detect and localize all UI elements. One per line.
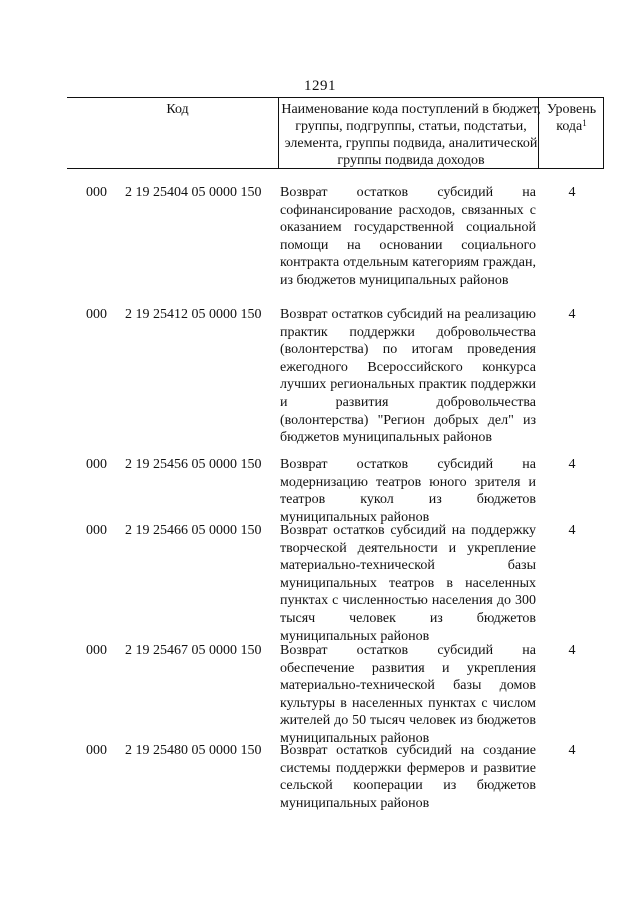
row-code: 2 19 25467 05 0000 150 [125, 643, 262, 658]
row-level: 4 [568, 643, 576, 658]
row-prefix: 000 [86, 185, 107, 200]
row-level: 4 [568, 307, 576, 322]
row-name: Возврат остатков субсидий на модернизацию театров юного зрителя и театров кукол из бюджетов муниципальных районов [280, 457, 536, 525]
row-code: 2 19 25466 05 0000 150 [125, 523, 262, 538]
row-code: 2 19 25412 05 0000 150 [125, 307, 262, 322]
row-prefix: 000 [86, 457, 107, 472]
page-number: 1291 [304, 78, 336, 94]
row-prefix: 000 [86, 643, 107, 658]
row-name: Возврат остатков субсидий на поддержку творческой деятельности и укрепление материально-технической базы муниципальных театров в населенных пунктах с численностью населения до 300 тысяч человек из бюджетов муниципальных районов [280, 523, 536, 644]
header-level-footnote: 1 [582, 118, 587, 128]
header-level-cell [538, 98, 604, 168]
row-level: 4 [568, 743, 576, 758]
row-prefix: 000 [86, 743, 107, 758]
row-prefix: 000 [86, 307, 107, 322]
row-code: 2 19 25456 05 0000 150 [125, 457, 262, 472]
header-name: Наименование кода поступлений в бюджет, группы, подгруппы, статьи, подстатьи, элемента, группы подвида, аналитической группы подвида доходов [281, 102, 541, 168]
table-header [67, 97, 604, 169]
header-code: Код [166, 102, 189, 117]
row-prefix: 000 [86, 523, 107, 538]
row-level: 4 [568, 185, 576, 200]
header-level: Уровень кода [546, 102, 597, 134]
row-code: 2 19 25480 05 0000 150 [125, 743, 262, 758]
row-level: 4 [568, 457, 576, 472]
row-name: Возврат остатков субсидий на реализацию практик поддержки добровольчества (волонтерства) по итогам проведения ежегодного Всероссийского конкурса лучших региональных практик поддержки и развития добровольчества (волонтерства) "Регион добрых дел" из бюджетов муниципальных районов [280, 307, 536, 446]
row-name: Возврат остатков субсидий на софинансирование расходов, связанных с оказанием государственной социальной помощи на основании социального контракта отдельным категориям граждан, из бюджетов муниципальных районов [280, 185, 536, 288]
row-name: Возврат остатков субсидий на создание системы поддержки фермеров и развитие сельской кооперации из бюджетов муниципальных районов [280, 743, 536, 811]
row-name: Возврат остатков субсидий на обеспечение развития и укрепления материально-технической базы домов культуры в населенных пунктах с числом жителей до 50 тысяч человек из бюджетов муниципальных районов [280, 643, 536, 746]
row-code: 2 19 25404 05 0000 150 [125, 185, 262, 200]
row-level: 4 [568, 523, 576, 538]
